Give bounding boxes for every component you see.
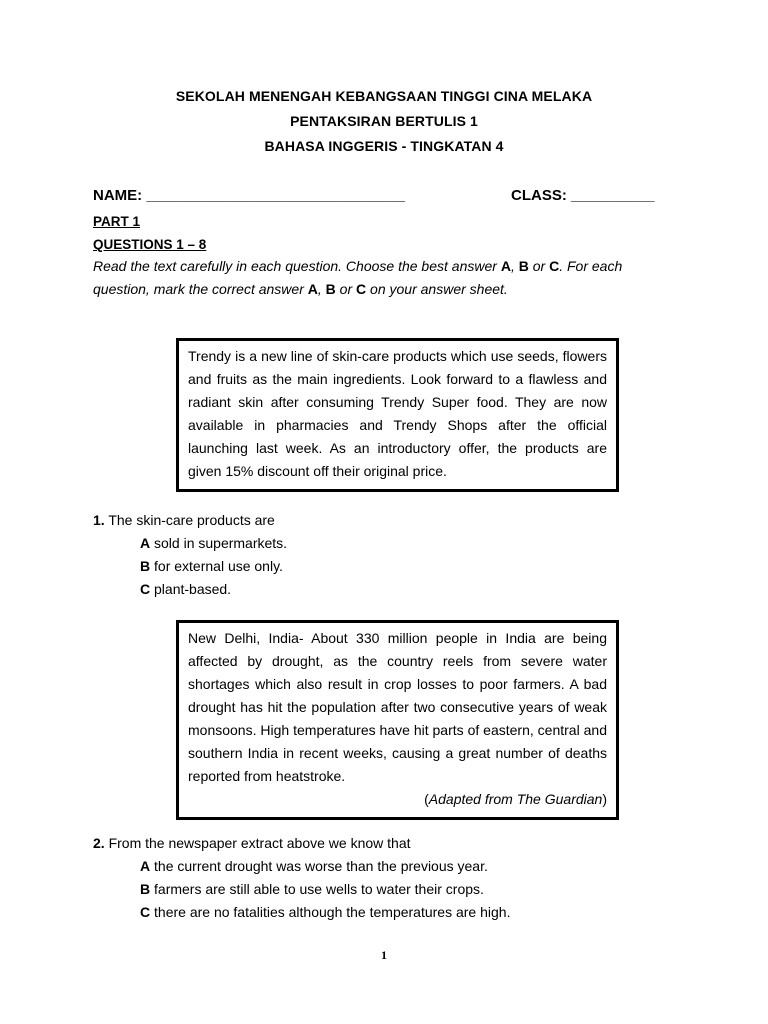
question-2-option-b: B farmers are still able to use wells to water their crops. xyxy=(140,881,484,897)
student-info-row xyxy=(93,187,673,204)
passage-1-box xyxy=(176,338,619,492)
instructions: Read the text carefully in each question. Choose the best answer A, B or C. For each question, mark the correct answer A, B or C on your answer sheet. xyxy=(93,258,623,297)
name-field-label: NAME: _______________________________ xyxy=(93,187,405,204)
question-1-option-c: C plant-based. xyxy=(140,581,232,597)
question-2-option-c: C there are no fatalities although the temperatures are high. xyxy=(140,904,511,920)
subject-title: BAHASA INGGERIS - TINGKATAN 4 xyxy=(264,138,504,154)
passage-2-text: New Delhi, India- About 330 million people in India are being affected by drought, as the country reels from severe water shortages which also result in crop losses to poor farmers. A bad drought has hit the population after two consecutive years of weak monsoons. High temperatures have hit parts of eastern, central and southern India in recent weeks, causing a great number of deaths reported from heatstroke. xyxy=(188,630,607,784)
question-1-option-b: B for external use only. xyxy=(140,558,283,574)
question-2-stem: 2. From the newspaper extract above we know that xyxy=(93,835,411,851)
class-field-label: CLASS: __________ xyxy=(511,187,655,204)
questions-range: QUESTIONS 1 – 8 xyxy=(93,237,207,252)
school-name: SEKOLAH MENENGAH KEBANGSAAN TINGGI CINA MELAKA xyxy=(175,88,593,104)
passage-2-box xyxy=(176,620,619,820)
passage-1-text: Trendy is a new line of skin-care products which use seeds, flowers and fruits as the main ingredients. Look forward to a flawless and radiant skin after consuming Trendy Super food. They are now available in pharmacies and Trendy Shops after the official launching last week. As an introductory offer, the products are given 15% discount off their original price. xyxy=(188,348,607,479)
page-number: 1 xyxy=(381,948,387,962)
question-1 xyxy=(93,509,653,601)
part-title: PART 1 xyxy=(93,214,141,229)
assessment-title: PENTAKSIRAN BERTULIS 1 xyxy=(290,113,478,129)
passage-2-source: (Adapted from The Guardian) xyxy=(424,791,607,807)
question-2 xyxy=(93,832,653,924)
question-2-option-a: A the current drought was worse than the previous year. xyxy=(140,858,488,874)
question-1-option-a: A sold in supermarkets. xyxy=(140,535,288,551)
question-1-stem: 1. The skin-care products are xyxy=(93,512,275,528)
